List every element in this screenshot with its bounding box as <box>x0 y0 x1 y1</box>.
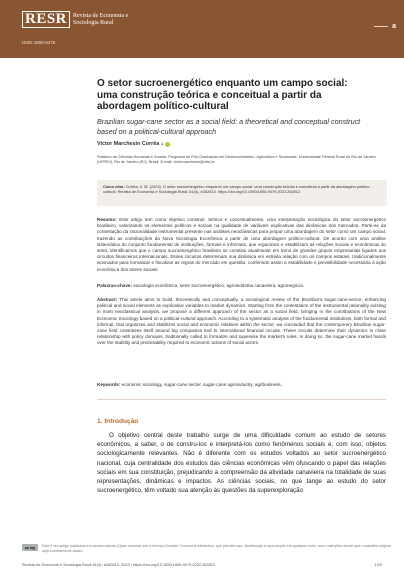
open-access-icon: a <box>392 23 396 30</box>
abstract-pt-text: Este artigo tem como objetivo construir, teórica e conceitualmente, uma interpretação sociológica do setor sucroenergético brasileiro, valorizando os elementos políticos e sociais na qualidade de variáveis explicativas das dinâmicas dos mercados. Parte-se da contestação da racionalidade instrumental presente nas análises neoclássicas para propor uma abordagem do setor como um campo social, trazendo as contribuições da Nova Sociologia Econômica a partir de uma abordagem político-cultural. De acordo com uma análise sistemática do conjunto fundamental de instituições, formais e informais, que organizam e estabilizam as relações sociais e econômicas do setor, identificamos que o campo sucroenergético brasileiro se constitui atualmente em torno de grandes grupos empresariais ligados aos circuitos financeiros internacionais. Esses circuitos determinam sua dinâmica em estreita relação com os campos estatais, tradicionalmente acionados para formalizar e fiscalizar as regras do mercado em questão, conferindo assim a estabilidade e previsibilidade necessária à ação econômica dos atores sociais. <box>97 217 387 272</box>
citation-text[interactable]: Corrêa, V. M. (2023). O setor sucroenergético enquanto um campo social: uma construção teórica e conceitual a partir da abordagem político-cultural. Revista de Economia e Sociologia Rural, 61(4), e262813. https://doi.org/10.1590/1806-9479.2022.262813 <box>103 184 371 195</box>
author-affiliation: ¹Instituto de Ciências Humanas e Sociais, Programa de Pós-Graduação em Desenvolvimento, Agricultura e Sociedade, Universidade Federal Rural do Rio de Janeiro (UFRRJ), Rio de Janeiro (RJ), Brasil. E-mail: victormarchesin@ufrrj.br <box>97 155 376 165</box>
page-number: 1/20 <box>374 562 382 567</box>
license-notice <box>22 544 392 554</box>
abstract-portuguese <box>97 217 386 273</box>
keywords-en-label: Keywords: <box>97 382 121 387</box>
abstract-pt-label: Resumo: <box>97 217 117 222</box>
keywords-pt-text: sociologia econômica, setor sucroenergético, agroindústria canavieira, agronegócio. <box>133 283 305 288</box>
abstract-en-text: This article aims to build, theoretically and conceptually, a sociological review of the Brazilian's sugar-cane-sector, enhancing political and social elements as explicative variables to market dynamics. Starting from the contestation of the instrumental rationality existing in most neoclassical analysis, we propose a different approach of the sector as a social field, bringing in the contributions of the New Economic Sociology based on a political-cultural approach. According to a systematic analysis of the fundamental institutions, both formal and informal, that organizes and stabilizes social and economic relations within the sector, we concluded that the contemporary Brazilian sugar-cane field constitutes itself around big companies tied to international financial circuits. These circuits determine their dynamics in close relationship with policy domains, traditionally called to formalize and supervise the market's rules. In doing so, the sugar-cane market hands over the stability and predictability required to economic actions of social actors. <box>97 297 386 346</box>
orcid-icon[interactable] <box>165 142 170 147</box>
section-divider <box>97 399 386 400</box>
header-divider <box>374 26 388 27</box>
author-marker: 1 <box>161 142 164 146</box>
keywords-portuguese <box>97 283 386 289</box>
journal-name: Revista de Economia e Sociologia Rural <box>73 13 129 26</box>
introduction-text: O objetivo central deste trabalho surge de uma dificuldade comum ao estudo de setores econômicos, a saber, o de constru-los e interpretá-los como fenômenos sociais e, com isso, objetos sociologicamente relevantes. Não é diferente com os estudos voltados ao setor sucroenergético nacional, cuja centralidade dos estudos das ciências econômicas vêm ofuscando o papel das relações sociais em sua constituição, prejudicando a compreensão da atividade canavieira na totalidade de suas representações, dinâmicas e impactos. As ciências sociais, no que tange ao estudo do setor sucroenergético, têm voltado sua atenção às questões da superexploração <box>97 432 386 495</box>
article-title: O setor sucroenergético enquanto um campo social: uma construção teórica e conceitual a partir da abordagem político-cultural <box>97 78 348 112</box>
creative-commons-icon[interactable]: cc by <box>22 544 38 551</box>
abstract-english <box>97 297 386 347</box>
journal-logo[interactable] <box>22 11 131 28</box>
keywords-pt-label: Palavras-chave: <box>97 283 132 288</box>
author-line <box>97 141 170 147</box>
issn: ISSN 1806-9479 <box>22 40 56 45</box>
article-subtitle: Brazilian sugar-cane sector as a social field: a theoretical and conceptual construct based on a political-cultural approach <box>97 117 361 136</box>
license-text: Este é um artigo publicado em acesso aberto (Open Access) sob a licença Creative Commons Attribution, que permite uso, distribuição e reprodução em qualquer meio, sem restrições desde que o trabalho original seja corretamente citado. <box>42 544 391 553</box>
footer-citation[interactable]: Revista de Economia e Sociologia Rural 61(4): e262813, 2023 | https://doi.org/10.1590/1806-9479.2022.262813 <box>22 562 216 567</box>
journal-header <box>0 0 404 58</box>
page-footer <box>22 562 382 569</box>
keywords-en-text: economic sociology, sugar-cane sector, sugar-cane agroindustry, agribusiness. <box>121 382 282 387</box>
citation-label: Como citar: <box>103 184 125 189</box>
citation-box <box>97 180 387 206</box>
header-badge-area <box>374 23 396 30</box>
keywords-english <box>97 382 386 388</box>
author-name[interactable]: Victor Marchesin Corrêa <box>97 141 160 147</box>
logo-mark: RESR <box>22 11 70 28</box>
abstract-en-label: Abstract: <box>97 297 118 302</box>
introduction-heading: 1. Introdução <box>97 418 139 425</box>
